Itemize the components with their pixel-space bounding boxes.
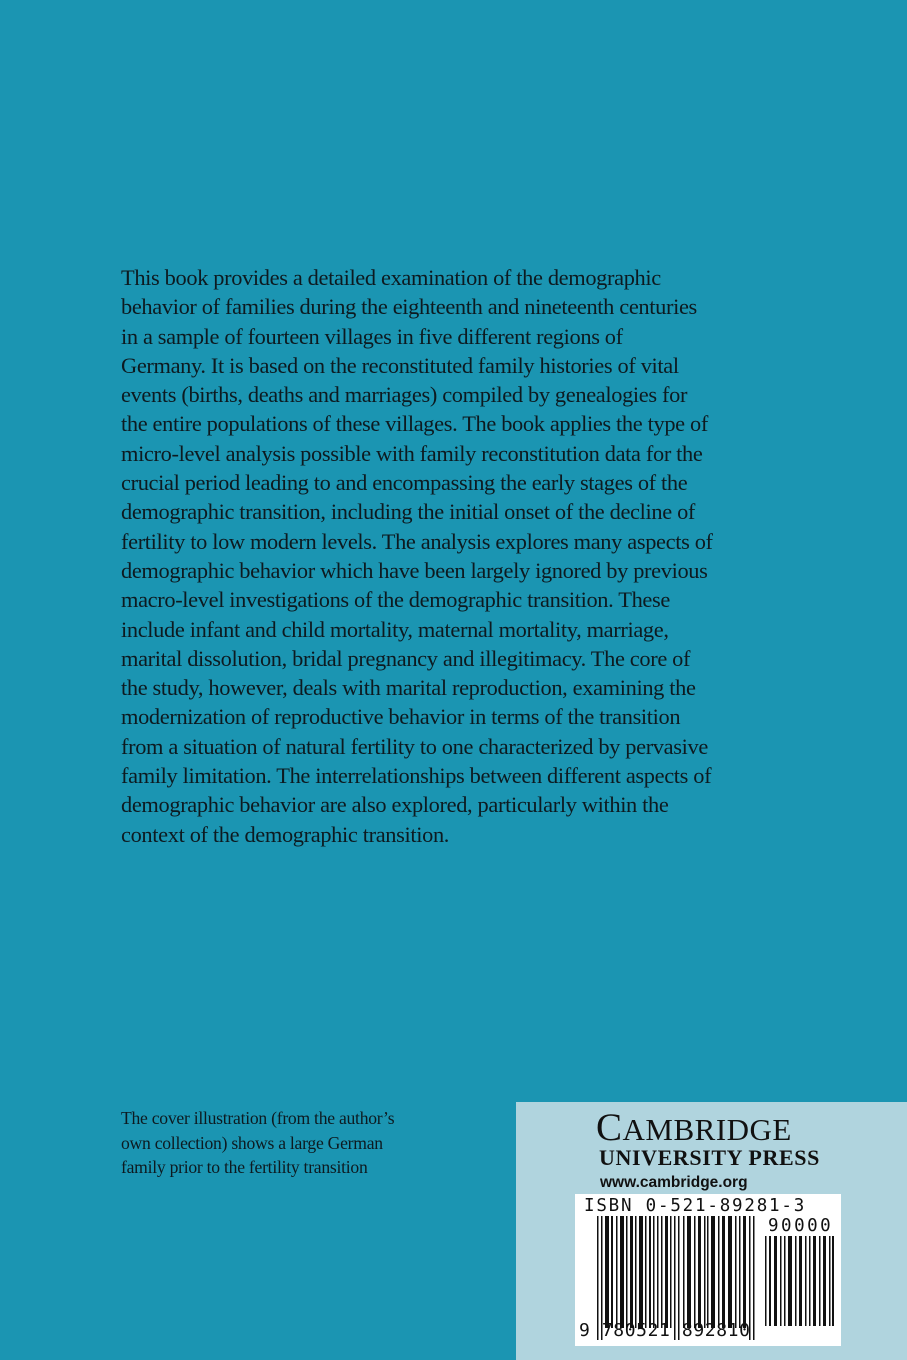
addon-barcode-icon: [765, 1236, 835, 1326]
description-line: marital dissolution, bridal pregnancy and illegitimacy. The core of: [121, 645, 691, 671]
description-line: crucial period leading to and encompassing the early stages of the: [121, 470, 688, 496]
description-line: in a sample of fourteen villages in five different regions of: [121, 323, 623, 349]
barcode-addon-digits: 90000: [768, 1216, 834, 1236]
publisher-subtitle: UNIVERSITY PRESS: [599, 1145, 820, 1170]
isbn-label: ISBN 0-521-89281-3: [584, 1196, 807, 1216]
description-line: from a situation of natural fertility to one characterized by pervasive: [121, 733, 708, 759]
description-line: the study, however, deals with marital reproduction, examining the: [121, 675, 696, 701]
barcode-panel: [575, 1194, 841, 1346]
description-line: the entire populations of these villages. The book applies the type of: [121, 411, 708, 437]
description-line: micro-level analysis possible with family reconstitution data for the: [121, 440, 703, 466]
ean-digits: 9 780521 892810: [579, 1320, 751, 1341]
description-line: demographic behavior are also explored, particularly within the: [121, 792, 669, 818]
caption-line: The cover illustration (from the author’s: [121, 1108, 395, 1128]
description-line: events (births, deaths and marriages) compiled by genealogies for: [121, 382, 688, 408]
description-line: demographic transition, including the initial onset of the decline of: [121, 499, 696, 525]
description-line: include infant and child mortality, maternal mortality, marriage,: [121, 616, 669, 642]
description-line: fertility to low modern levels. The analysis explores many aspects of: [121, 528, 713, 554]
description-line: Germany. It is based on the reconstituted family histories of vital: [121, 352, 679, 378]
caption-line: own collection) shows a large German: [121, 1132, 383, 1153]
book-description: [121, 263, 811, 849]
description-line: behavior of families during the eighteenth and nineteenth centuries: [121, 294, 697, 320]
caption-line: family prior to the fertility transition: [121, 1157, 368, 1177]
description-line: demographic behavior which have been largely ignored by previous: [121, 557, 708, 583]
description-line: modernization of reproductive behavior in terms of the transition: [121, 704, 681, 730]
description-line: macro-level investigations of the demographic transition. These: [121, 587, 670, 613]
publisher-url: www.cambridge.org: [600, 1174, 748, 1191]
publisher-panel: [516, 1102, 907, 1360]
cover-illustration-caption: [121, 1106, 511, 1180]
publisher-logo: [596, 1106, 792, 1149]
publisher-initial: C: [596, 1106, 623, 1149]
description-line: This book provides a detailed examination of the demographic: [121, 265, 661, 290]
publisher-name-rest: AMBRIDGE: [622, 1112, 792, 1147]
description-line: family limitation. The interrelationships between different aspects of: [121, 763, 712, 789]
description-line: context of the demographic transition.: [121, 821, 450, 847]
